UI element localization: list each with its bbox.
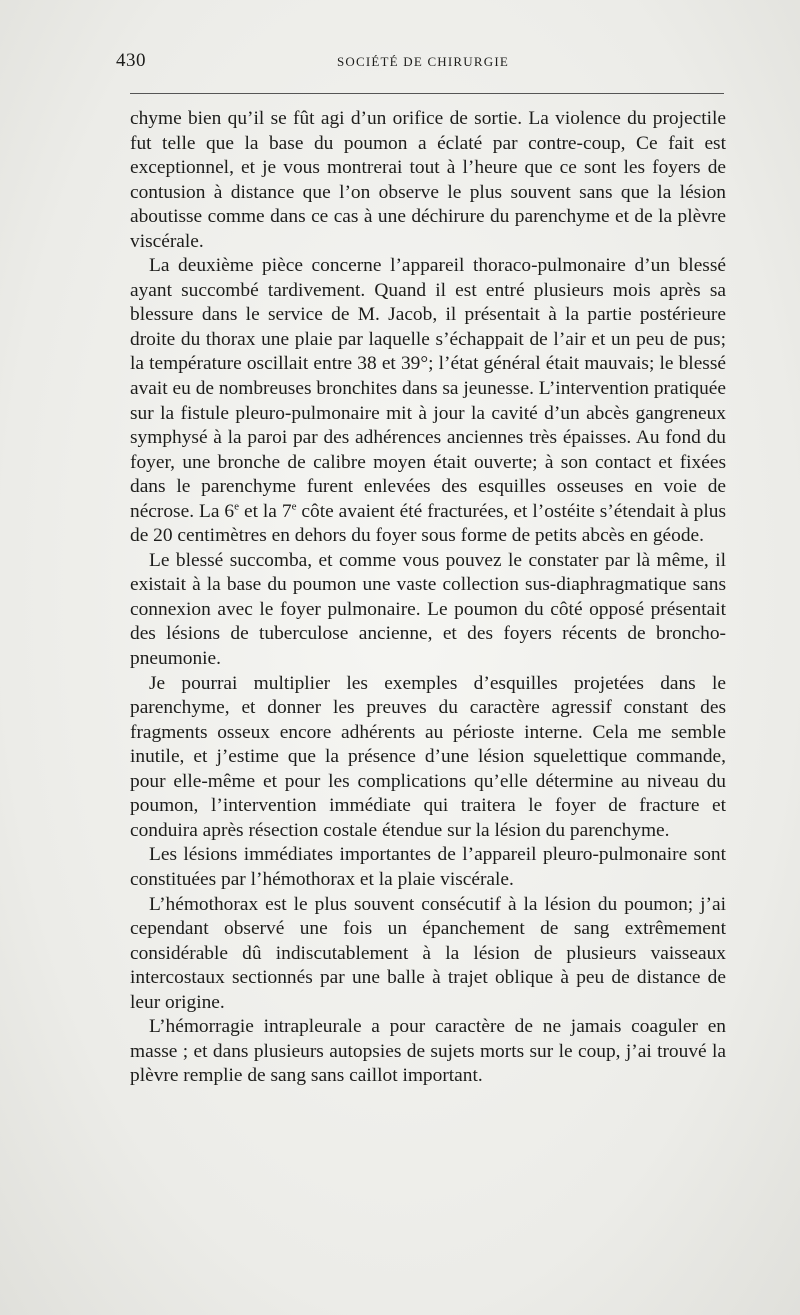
- running-title: SOCIÉTÉ DE CHIRURGIE: [336, 54, 510, 69]
- paragraph-5: Les lésions immédiates importantes de l’appareil pleuro-pulmonaire sont constituées par l’hémothorax et la plaie viscérale.: [130, 844, 726, 890]
- paragraph-3: Le blessé succomba, et comme vous pouvez le constater par là même, il existait à la base du poumon une vaste collection sus-diaphragmatique sans connexion avec le foyer pulmonaire. Le poumon du côté opposé présentait des lésions de tuberculose ancienne, et des foyers récents de broncho-pneumonie.: [130, 549, 726, 670]
- paragraph-6: L’hémothorax est le plus souvent consécutif à la lésion du poumon; j’ai cependant observé une fois un épanchement de sang extrêmement considérable dû indiscutablement à la lésion de plusieurs vaisseaux intercostaux sectionnés par une balle à trajet oblique à peu de distance de leur origine.: [130, 893, 726, 1013]
- paragraph-4: Je pourrai multiplier les exemples d’esquilles projetées dans le parenchyme, et donner les preuves du caractère agressif constant des fragments osseux encore adhérents au périoste interne. Cela me semble inutile, et j’estime que la présence d’une lésion squelettique commande, pour elle-même et pour les complications qu’elle détermine au niveau du poumon, l’intervention immédiate qui traitera le foyer de fracture et conduira après résection costale étendue sur la lésion du parenchyme.: [130, 672, 726, 841]
- paragraph-7: L’hémorragie intrapleurale a pour caractère de ne jamais coaguler en masse ; et dans plusieurs autopsies de sujets morts sur le coup, j’ai trouvé la plèvre remplie de sang sans caillot important.: [130, 1016, 726, 1087]
- body-text: [130, 107, 726, 1089]
- page-header: [116, 50, 730, 78]
- page-number: 430: [116, 50, 146, 71]
- paragraph-1: chyme bien qu’il se fût agi d’un orifice de sortie. La violence du projectile fut telle que la base du poumon a éclaté par contre-coup, Ce fait est exceptionnel, et je vous montrerai tout à l’heure que ce sont les foyers de contusion à distance que l’on observe le plus souvent sans que la lésion aboutisse comme dans ce cas à une déchirure du parenchyme et de la plèvre viscérale.: [130, 108, 726, 252]
- paragraph-2: La deuxième pièce concerne l’appareil thoraco-pulmonaire d’un blessé ayant succombé tardivement. Quand il est entré plusieurs mois après sa blessure dans le service de M. Jacob, il présentait à la partie postérieure droite du thorax une plaie par laquelle s’échappait de l’air et un peu de pus; la température oscillait entre 38 et 39°; l’état général était mauvais; le blessé avait eu de nombreuses bronchites dans sa jeunesse. L’intervention pratiquée sur la fistule pleuro-pulmonaire mit à jour la cavité d’un abcès gangreneux symphysé à la paroi par des adhérences anciennes très épaisses. Au fond du foyer, une bronche de calibre moyen était ouverte; à son contact et fixées dans le parenchyme furent enlevées des esquilles osseuses en voie de nécrose. La 6e et la 7e côte avaient été fracturées, et l’ostéite s’étendait à plus de 20 centimètres en dehors du foyer sous forme de petits abcès en géode.: [130, 255, 726, 547]
- header-rule: [130, 93, 724, 94]
